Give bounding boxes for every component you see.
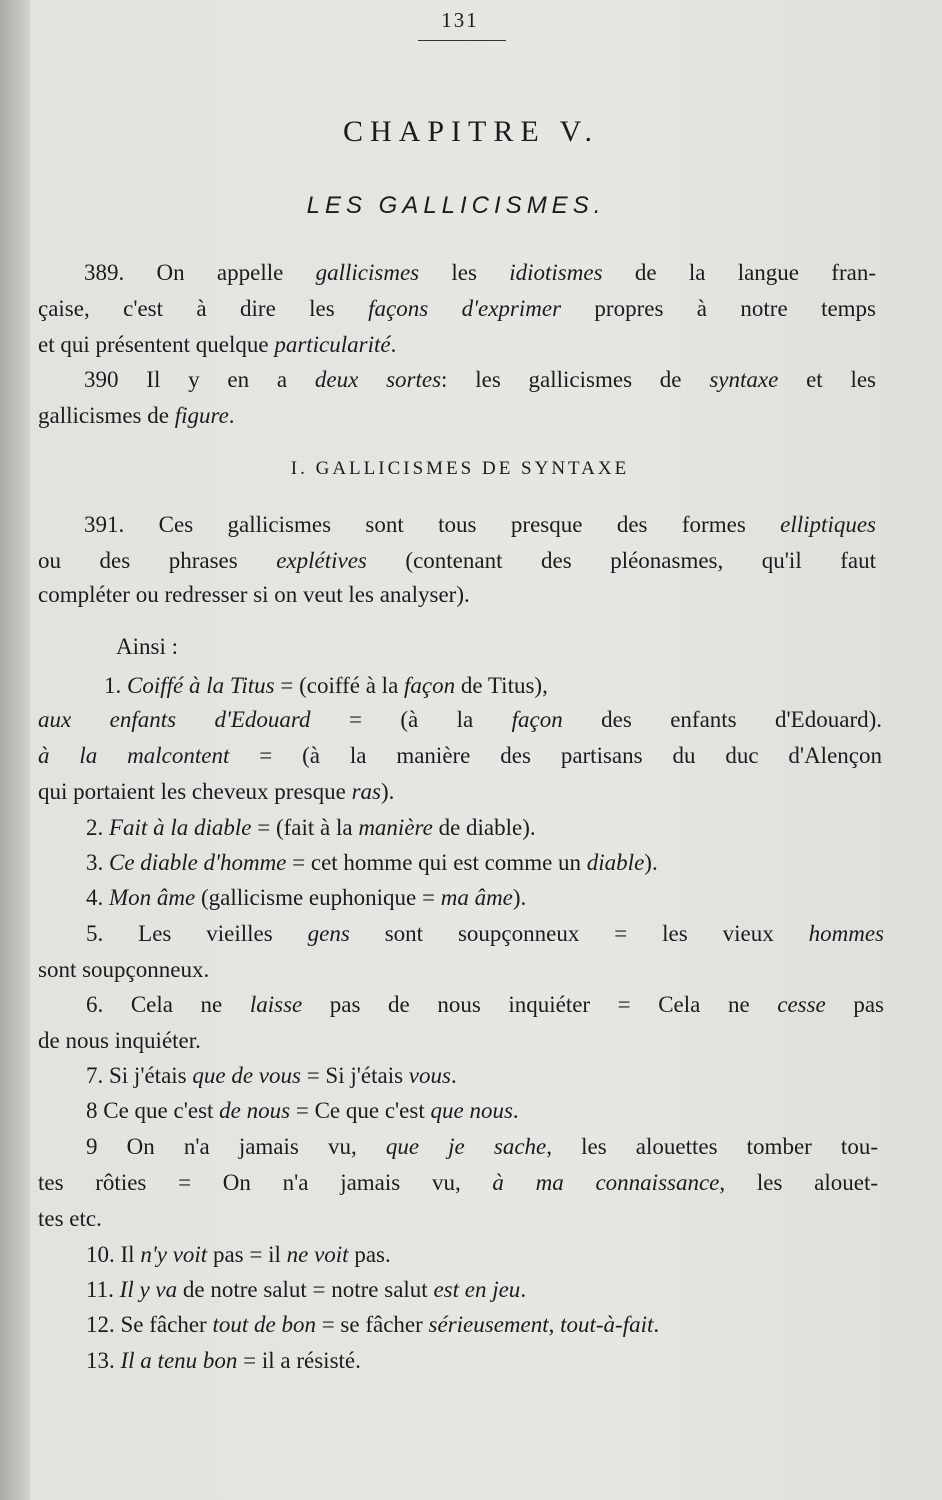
- example-6-line-2: de nous inquiéter.: [38, 1028, 201, 1053]
- example-9-line-1: 9 On n'a jamais vu, que je sache, les alouettes tomber tou-: [86, 1134, 878, 1159]
- example-8: 8 Ce que c'est de nous = Ce que c'est que nous.: [86, 1098, 519, 1123]
- example-12: 12. Se fâcher tout de bon = se fâcher sérieusement, tout-à-fait.: [86, 1312, 660, 1337]
- example-7: 7. Si j'étais que de vous = Si j'étais vous.: [86, 1063, 457, 1088]
- example-2: 2. Fait à la diable = (fait à la manière de diable).: [86, 815, 536, 840]
- example-4: 4. Mon âme (gallicisme euphonique = ma âme).: [86, 885, 527, 910]
- page-number-rule: [418, 40, 506, 41]
- paragraph-389-line-1: 389. On appelle gallicismes les idiotismes de la langue fran-: [84, 260, 876, 285]
- example-9-line-2: tes rôties = On n'a jamais vu, à ma connaissance, les alouet-: [38, 1170, 879, 1195]
- example-10: 10. Il n'y voit pas = il ne voit pas.: [86, 1242, 391, 1267]
- paragraph-390-line-2: gallicismes de figure.: [38, 403, 235, 428]
- section-heading: I. GALLICISMES DE SYNTAXE: [290, 458, 630, 479]
- paragraph-391-line-1: 391. Ces gallicismes sont tous presque des formes elliptiques: [84, 512, 876, 537]
- example-6-line-1: 6. Cela ne laisse pas de nous inquiéter = Cela ne cesse pas: [86, 992, 884, 1017]
- paragraph-390-line-1: 390 Il y en a deux sortes: les gallicismes de syntaxe et les: [84, 367, 876, 392]
- paragraph-391-line-3: compléter ou redresser si on veut les analyser).: [38, 582, 470, 607]
- ainsi-label: Ainsi :: [116, 634, 178, 659]
- example-13: 13. Il a tenu bon = il a résisté.: [86, 1348, 361, 1373]
- example-1-line-3: à la malcontent = (à la manière des partisans du duc d'Alençon: [38, 743, 882, 768]
- page-number: 131: [441, 8, 479, 32]
- page-gutter: [0, 0, 30, 1500]
- chapter-title: LES GALLICISMES.: [306, 192, 606, 219]
- example-3: 3. Ce diable d'homme = cet homme qui est comme un diable).: [86, 850, 658, 875]
- example-1-line-4: qui portaient les cheveux presque ras).: [38, 779, 395, 804]
- paragraph-389-line-2: çaise, c'est à dire les façons d'exprimer propres à notre temps: [38, 296, 877, 321]
- example-5-line-2: sont soupçonneux.: [38, 957, 210, 982]
- paragraph-389-line-3: et qui présentent quelque particularité.: [38, 332, 397, 357]
- paragraph-391-line-2: ou des phrases explétives (contenant des pléonasmes, qu'il faut: [38, 548, 876, 573]
- example-9-line-3: tes etc.: [38, 1206, 102, 1231]
- example-1-line-2: aux enfants d'Edouard = (à la façon des enfants d'Edouard).: [38, 707, 883, 732]
- example-5-line-1: 5. Les vieilles gens sont soupçonneux = les vieux hommes: [86, 921, 885, 946]
- example-11: 11. Il y va de notre salut = notre salut est en jeu.: [86, 1277, 527, 1302]
- example-1-line-1: 1. Coiffé à la Titus = (coiffé à la façon de Titus),: [104, 673, 548, 698]
- chapter-heading: CHAPITRE V.: [343, 115, 599, 148]
